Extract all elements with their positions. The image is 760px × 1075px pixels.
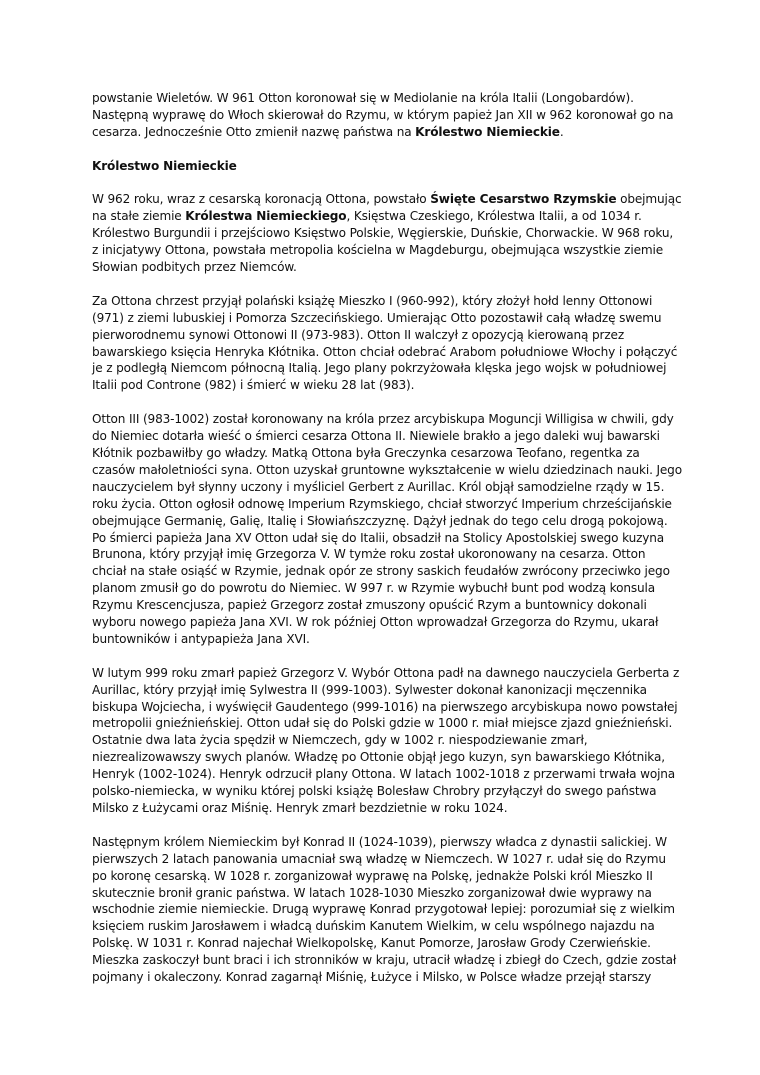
bold-term: Święte Cesarstwo Rzymskie xyxy=(430,192,617,207)
paragraph-otto-ii: Za Ottona chrzest przyjął polański książę Mieszko I (960-992), który złożył hołd lenny Ottonowi (971) z ziemi lubuskiej i Pomorza Szczecińskiego. Umierając Otto pozostawił całą władzę swemu pierworodnemu synowi Ottonowi II (973-983). Otton II walczył z opozycją kierowaną przez bawarskiego księcia Henryka Kłótnika. Otton chciał odebrać Arabom południowe Włochy i połączyć je z podległą Niemcom północną Italią. Jego plany pokrzyżowała klęska jego wojsk w południowej Italii pod Controne (982) i śmierć w wieku 28 lat (983). xyxy=(92,293,678,393)
paragraph-text: , Księstwa Czeskiego, Królestwa Italii, a od 1034 r. Królestwo Burgundii i przejściowo Księstwo Polskie, Węgierskie, Duńskie, Chorwackie. W 968 roku, z inicjatywy Ottona, powstała metropolia kościelna w Magdeburgu, obejmująca wszystkie ziemie Słowian podbitych przez Niemców. xyxy=(92,209,674,275)
bold-term: Królestwo Niemieckie xyxy=(415,124,560,139)
paragraph-text: powstanie Wieletów. W 961 Otton koronował się w Mediolanie na króla Italii (Longobardów). Następną wyprawę do Włoch skierował do Rzymu, w którym papież Jan XII w 962 koronował go na cesarza. Jednocześnie Otto zmienił nazwę państwa na xyxy=(92,91,674,139)
paragraph-holy-roman-empire xyxy=(92,191,682,276)
paragraph-otto-iii: Otton III (983-1002) został koronowany na króla przez arcybiskupa Moguncji Willigisa w chwili, gdy do Niemiec dotarła wieść o śmierci cesarza Ottona II. Niewiele brakło a jego daleki wuj bawarski Kłótnik pozbawiłby go władzy. Matką Ottona była Greczynka cesarzowa Teofano, regentka za czasów małoletniości syna. Otton uzyskał gruntowne wykształcenie w wielu dziedzinach nauki. Jego nauczycielem był słynny uczony i myśliciel Gerbert z Aurillac. Król objął samodzielne rządy w 15. roku życia. Otton ogłosił odnowę Imperium Rzymskiego, chciał stworzyć Imperium chrześcijańskie obejmujące Germanię, Galię, Italię i Słowiańszczyznę. Dążył jednak do tego celu drogą pokojową. Po śmierci papieża Jana XV Otton udał się do Italii, obsadził na Stolicy Apostolskiej swego kuzyna Brunona, który przyjął imię Grzegorza V. W tymże roku został ukoronowany na cesarza. Otton chciał na stałe osiąść w Rzymie, jednak opór ze strony saskich feudałów zwrócony przeciwko jego planom zmusił go do powrotu do Niemiec. W 997 r. w Rzymie wybuchł bunt pod wodzą konsula Rzymu Krescencjusza, papież Grzegorz został zmuszony opuścić Rzym a buntownicy dokonali wyboru nowego papieża Jana XVI. W rok później Otton wprowadzał Grzegorza do Rzymu, ukarał buntowników i antypapieża Jana XVI. xyxy=(92,412,682,646)
paragraph-text: obejmując na stałe ziemie xyxy=(92,192,682,224)
document-page xyxy=(92,90,682,1003)
paragraph-intro xyxy=(92,90,682,141)
paragraph-conrad: Następnym królem Niemieckim był Konrad II (1024-1039), pierwszy władca z dynastii salickiej. W pierwszych 2 latach panowania umacniał swą władzę w Niemczech. W 1027 r. udał się do Rzymu po koronę cesarską. W 1028 r. zorganizował wyprawę na Polskę, jednakże Polski król Mieszko II skutecznie bronił granic państwa. W latach 1028-1030 Mieszko zorganizował dwie wyprawy na wschodnie ziemie niemieckie. Drugą wyprawę Konrad przygotował lepiej: porozumiał się z wielkim księciem ruskim Jarosławem i władcą duńskim Kanutem Wielkim, w celu wspólnego najazdu na Polskę. W 1031 r. Konrad najechał Wielkopolskę, Kanut Pomorze, Jarosław Grody Czerwieńskie. Mieszka zaskoczył bunt braci i ich stronników w kraju, utracił władzę i zbiegł do Czech, gdzie został pojmany i okaleczony. Konrad zagarnął Miśnię, Łużyce i Milsko, w Polsce władze przejął starszy xyxy=(92,834,677,985)
paragraph-text: . xyxy=(559,124,564,139)
paragraph-henry: W lutym 999 roku zmarł papież Grzegorz V. Wybór Ottona padł na dawnego nauczyciela Gerberta z Aurillac, który przyjął imię Sylwestra II (999-1003). Sylwester dokonał kanonizacji męczennika biskupa Wojciecha, i wyświęcił Gaudentego (999-1016) na pierwszego arcybiskupa nowo powstałej metropolii gnieźnieńskiej. Otton udał się do Polski gdzie w 1000 r. miał miejsce zjazd gnieźnieński. Ostatnie dwa lata życia spędził w Niemczech, gdy w 1002 r. niespodziewanie zmarł, niezrealizowawszy swych planów. Władzę po Ottonie objął jego kuzyn, syn bawarskiego Kłótnika, Henryk (1002-1024). Henryk odrzucił plany Ottona. W latach 1002-1018 z przerwami trwała wojna polsko-niemiecka, w wyniku której polski książę Bolesław Chrobry przyłączył do swego państwa Milsko z Łużycami oraz Miśnię. Henryk zmarł bezdzietnie w roku 1024. xyxy=(92,665,680,815)
bold-term: Królestwa Niemieckiego xyxy=(185,209,347,224)
paragraph-text: W 962 roku, wraz z cesarską koronacją Ottona, powstało xyxy=(92,192,431,207)
section-heading: Królestwo Niemieckie xyxy=(92,158,237,173)
